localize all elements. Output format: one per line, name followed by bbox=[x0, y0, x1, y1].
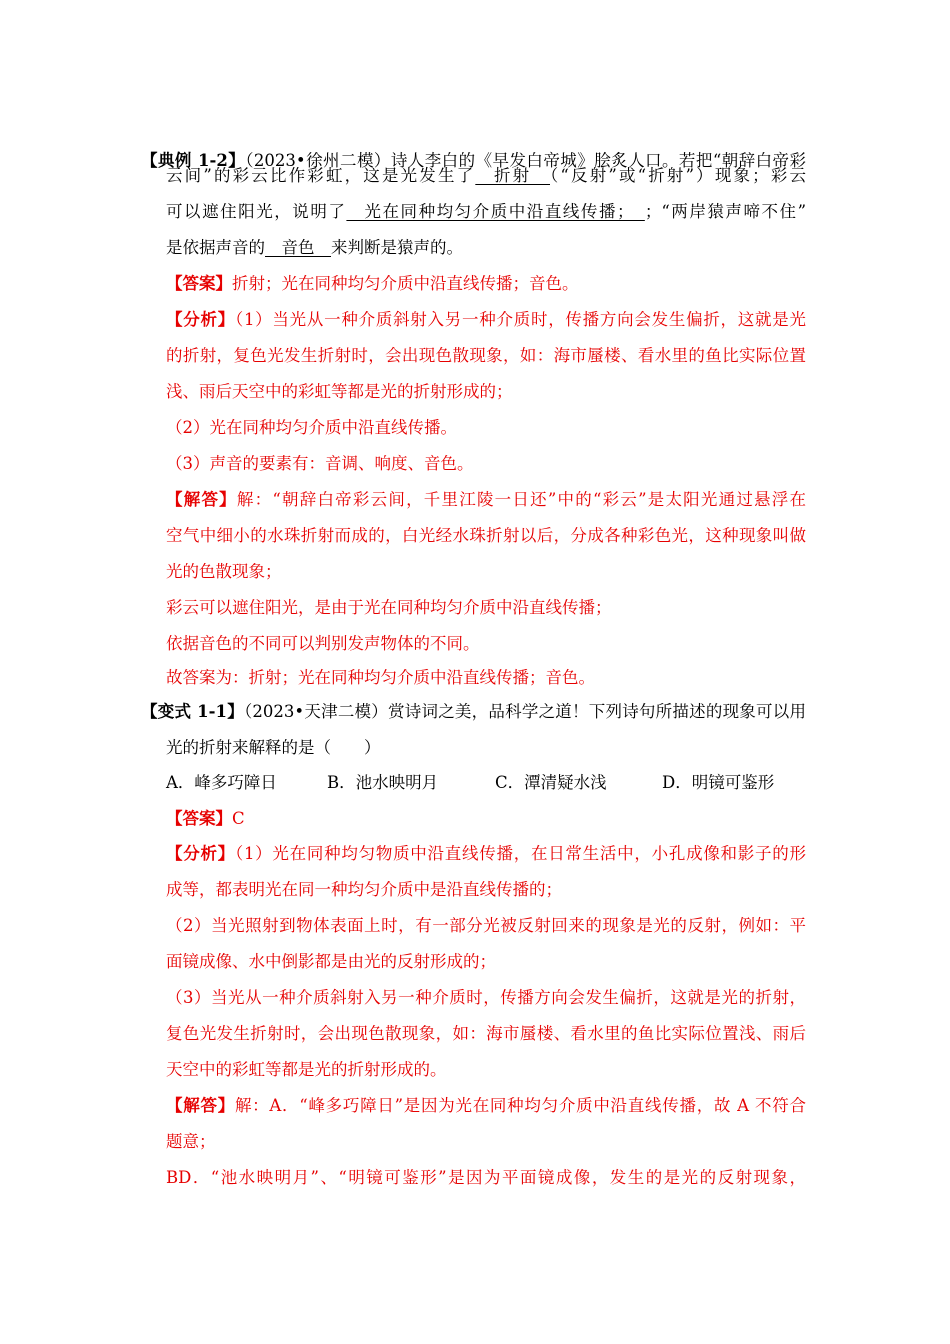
variant-analysis-line-6: 复色光发生折射时，会出现色散现象，如：海市蜃楼、看水里的鱼比实际位置浅、雨后 bbox=[166, 1024, 806, 1043]
example-analysis-line-5: （3）声音的要素有：音调、响度、音色。 bbox=[166, 454, 474, 473]
variant-analysis-line-1: 【分析】（1）光在同种均匀物质中沿直线传播，在日常生活中，小孔成像和影子的形 bbox=[166, 844, 807, 863]
variant-question-line-2: 光的折射来解释的是（ ） bbox=[166, 738, 381, 757]
variant-tag: 【变式 1-1】 bbox=[141, 702, 244, 721]
example-analysis-line-1: 【分析】（1）当光从一种介质斜射入另一种介质时，传播方向会发生偏折，这就是光 bbox=[166, 310, 807, 329]
option-b: B．池水映明月 bbox=[327, 773, 439, 792]
option-a: A．峰多巧障日 bbox=[166, 773, 277, 792]
example-solution-line-2: 空气中细小的水珠折射而成的，白光经水珠折射以后，分成各种彩色光，这种现象叫做 bbox=[166, 526, 806, 545]
example-question-line-4: 是依据声音的 音色 来判断是猿声的。 bbox=[166, 238, 463, 257]
answer-blank-1: 折射 bbox=[475, 166, 550, 185]
example-question-line-3: 可以遮住阳光，说明了 光在同种均匀介质中沿直线传播； ；“两岸猿声啼不住” bbox=[166, 202, 807, 221]
example-question-line-1: 【典例 1-2】（2023•徐州二模）诗人李白的《早发白帝城》脍炙人口。若把“朝辞白帝彩 bbox=[141, 151, 806, 170]
example-solution-line-4: 彩云可以遮住阳光，是由于光在同种均匀介质中沿直线传播； bbox=[166, 598, 612, 617]
variant-solution-line-1: 【解答】解：A．“峰多巧障日”是因为光在同种均匀介质中沿直线传播，故 A 不符合 bbox=[166, 1096, 807, 1115]
variant-solution-line-2: 题意； bbox=[166, 1132, 216, 1151]
example-analysis-line-3: 浅、雨后天空中的彩虹等都是光的折射形成的； bbox=[166, 382, 513, 401]
answer-blank-3: 音色 bbox=[265, 238, 331, 257]
example-solution-line-6: 故答案为：折射；光在同种均匀介质中沿直线传播；音色。 bbox=[166, 668, 595, 687]
option-d: D．明镜可鉴形 bbox=[662, 773, 775, 792]
example-solution-line-1: 【解答】解：“朝辞白帝彩云间，千里江陵一日还”中的“彩云”是太阳光通过悬浮在 bbox=[166, 490, 807, 509]
variant-answer: 【答案】C bbox=[166, 809, 245, 828]
example-answer: 【答案】折射；光在同种均匀介质中沿直线传播；音色。 bbox=[166, 274, 579, 293]
example-solution-line-3: 光的色散现象； bbox=[166, 562, 282, 581]
answer-blank-2: 光在同种均匀介质中沿直线传播； bbox=[346, 202, 645, 221]
variant-analysis-line-4: 面镜成像、水中倒影都是由光的反射形成的； bbox=[166, 952, 496, 971]
example-solution-line-5: 依据音色的不同可以判别发声物体的不同。 bbox=[166, 634, 480, 653]
variant-analysis-line-3: （2）当光照射到物体表面上时，有一部分光被反射回来的现象是光的反射，例如：平 bbox=[166, 916, 806, 935]
variant-question-line-1: 【变式 1-1】（2023•天津二模）赏诗词之美，品科学之道！下列诗句所描述的现象可以用 bbox=[141, 702, 806, 721]
variant-solution-line-3: BD．“池水映明月”、“明镜可鉴形”是因为平面镜成像，发生的是光的反射现象， bbox=[166, 1168, 806, 1187]
variant-analysis-line-2: 成等，都表明光在同一种均匀介质中是沿直线传播的； bbox=[166, 880, 562, 899]
option-c: C．潭清疑水浅 bbox=[495, 773, 607, 792]
example-question-line-2: 云间”的彩云比作彩虹，这是光发生了 折射 （“反射”或“折射”）现象；彩云 bbox=[166, 166, 807, 185]
variant-analysis-line-5: （3）当光从一种介质斜射入另一种介质时，传播方向会发生偏折，这就是光的折射， bbox=[166, 988, 806, 1007]
example-analysis-line-2: 的折射，复色光发生折射时，会出现色散现象，如：海市蜃楼、看水里的鱼比实际位置 bbox=[166, 346, 806, 365]
example-analysis-line-4: （2）光在同种均匀介质中沿直线传播。 bbox=[166, 418, 457, 437]
variant-analysis-line-7: 天空中的彩虹等都是光的折射形成的。 bbox=[166, 1060, 447, 1079]
example-tag: 【典例 1-2】 bbox=[141, 151, 246, 170]
